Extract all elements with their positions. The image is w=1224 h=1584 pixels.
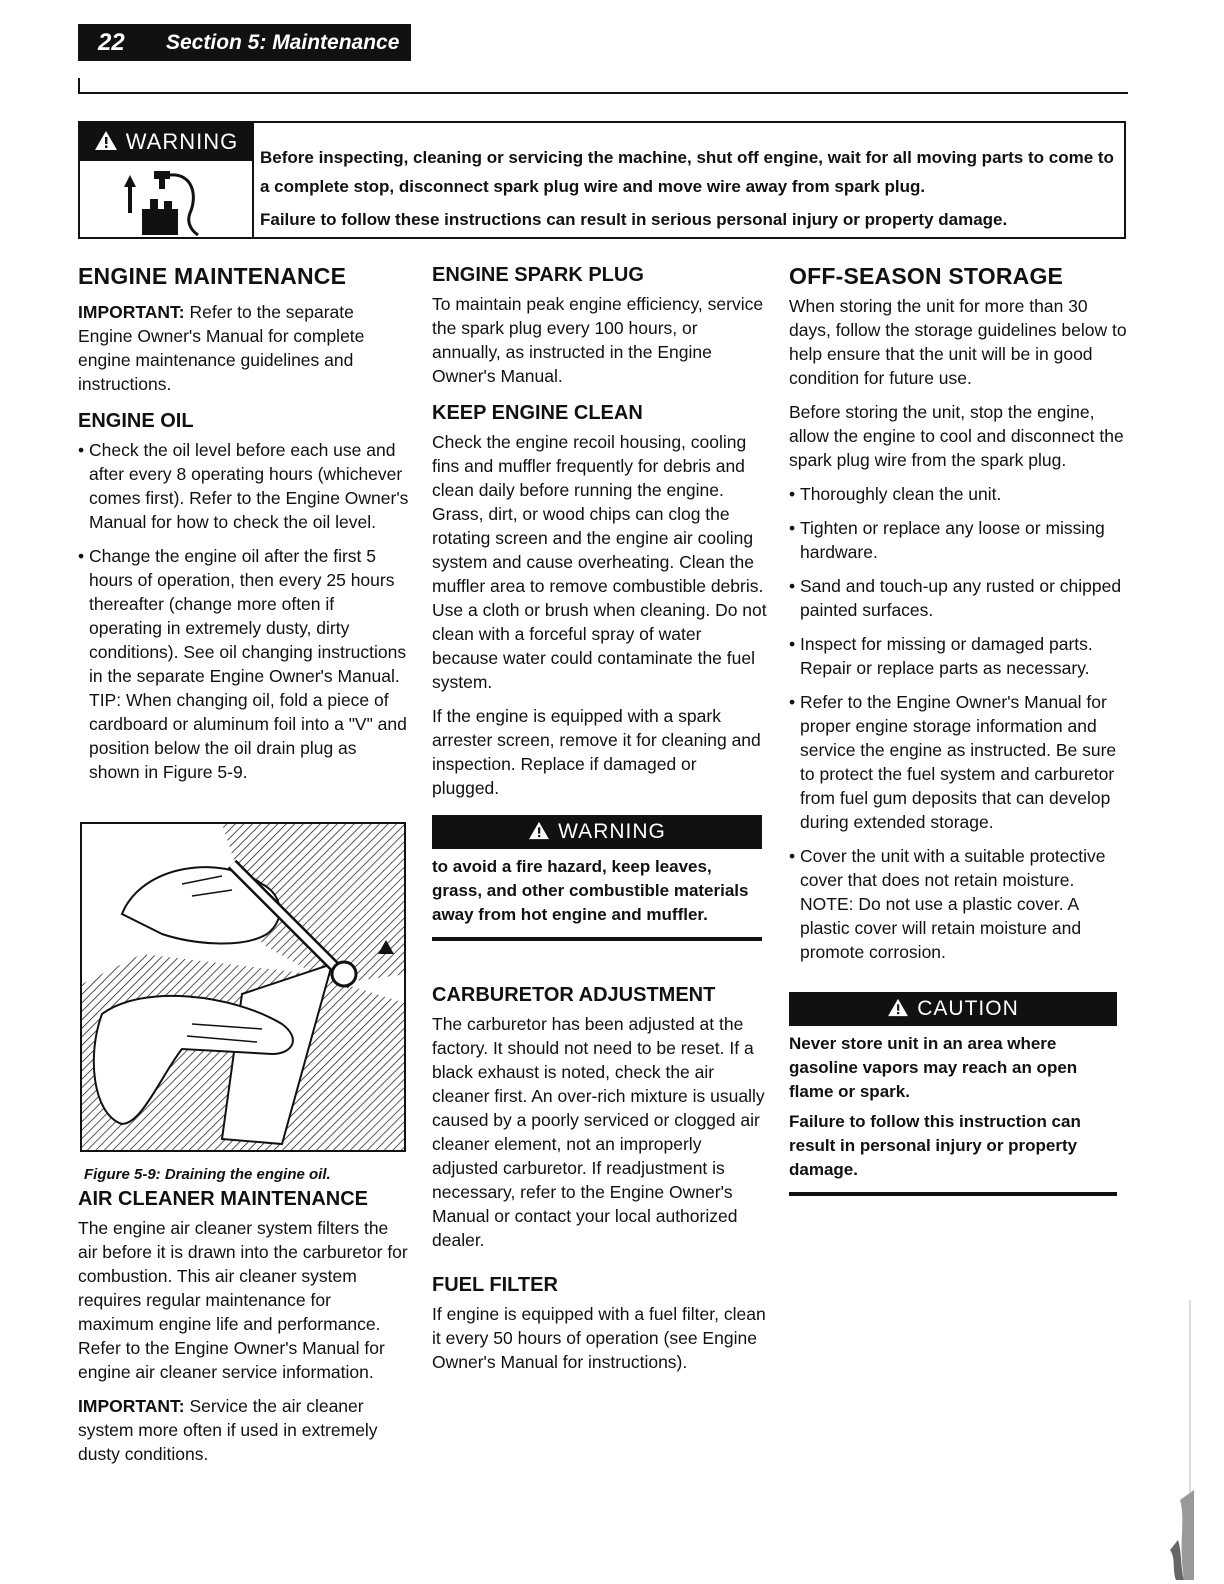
column-left	[78, 262, 410, 794]
list-item: • Inspect for missing or damaged parts. Repair or replace parts as necessary.	[789, 632, 1129, 680]
top-warning-text-1: Before inspecting, cleaning or servicing the machine, shut off engine, wait for all moving parts to come to a complete stop, disconnect spark plug wire and move wire away from spark plug.	[260, 148, 1114, 196]
carburetor-fuel-section	[432, 982, 768, 1384]
off-season-text-1: When storing the unit for more than 30 days, follow the storage guidelines below to help ensure that the unit will be in good condition for future use.	[789, 296, 1127, 388]
figure-caption: Figure 5-9: Draining the engine oil.	[84, 1166, 331, 1183]
carburetor-heading: CARBURETOR ADJUSTMENT	[432, 984, 716, 1006]
engine-maintenance-important	[78, 300, 410, 396]
caution-label: CAUTION	[917, 997, 1019, 1020]
off-season-heading: OFF-SEASON STORAGE	[789, 263, 1064, 289]
draining-oil-illustration	[82, 824, 406, 1152]
caution-rule	[789, 1192, 1117, 1196]
fuel-filter-heading: FUEL FILTER	[432, 1274, 558, 1296]
warning-triangle-icon	[94, 130, 118, 151]
warning-triangle-icon	[528, 821, 550, 840]
list-item: • Cover the unit with a suitable protective cover that does not retain moisture. NOTE: Do not use a plastic cover. A plastic cover will retain moisture and promote corrosion.	[789, 844, 1129, 964]
top-warning-label: WARNING	[125, 129, 239, 154]
off-season-list	[789, 482, 1129, 964]
scan-edge-artifact	[1150, 1300, 1194, 1580]
important-label: IMPORTANT:	[78, 1396, 185, 1416]
column-middle	[432, 262, 768, 810]
section-header	[78, 24, 411, 61]
figure-draining-oil	[80, 822, 406, 1152]
list-item: • Refer to the Engine Owner's Manual for proper engine storage information and service the engine as instructed. Be sure to protect the fuel system and carburetor from fuel gum deposits that can develop during extended storage.	[789, 690, 1129, 834]
fire-hazard-warning-label-bar	[432, 815, 762, 849]
fire-hazard-warning-text: to avoid a fire hazard, keep leaves, grass, and other combustible materials away from hot engine and muffler.	[432, 857, 749, 924]
engine-oil-heading: ENGINE OIL	[78, 410, 194, 432]
caution-label-bar	[789, 992, 1117, 1026]
fuel-filter-text: If engine is equipped with a fuel filter, clean it every 50 hours of operation (see Engine Owner's Manual for instructions).	[432, 1304, 766, 1372]
engine-oil-list	[78, 438, 410, 784]
keep-engine-clean-text-1: Check the engine recoil housing, cooling fins and muffler frequently for debris and clean daily before running the engine. Grass, dirt, or wood chips can clog the rotating screen and the engine air cooling system and cause overheating. Clean the muffler area to remove combustible debris. Use a cloth or brush when cleaning. Do not clean with a forceful spray of water because water could contaminate the fuel system.	[432, 432, 767, 692]
air-cleaner-text: The engine air cleaner system filters the air before it is drawn into the carburetor for combustion. This air cleaner system requires regular maintenance for maximum engine life and performance. Refer to the Engine Owner's Manual for engine air cleaner service information.	[78, 1218, 408, 1382]
air-cleaner-important	[78, 1394, 410, 1466]
list-item: • Change the engine oil after the first 5 hours of operation, then every 25 hours thereafter (change more often if operating in extremely dusty, dirty conditions). See oil changing instructions in the separate Engine Owner's Manual. TIP: When changing oil, fold a piece of cardboard or aluminum foil into a "V" and position below the oil drain plug as shown in Figure 5-9.	[78, 544, 410, 784]
important-label: IMPORTANT:	[78, 302, 185, 322]
important-text: Service the air cleaner system more often if used in extremely dusty conditions.	[78, 1396, 378, 1464]
header-rule-tick	[78, 78, 80, 93]
caution-box	[789, 992, 1117, 1196]
column-right	[789, 262, 1129, 974]
caution-text-2: Failure to follow this instruction can result in personal injury or property damage.	[789, 1112, 1081, 1179]
top-warning-divider	[252, 123, 254, 239]
fire-hazard-warning-rule	[432, 937, 762, 941]
top-warning-label-bar	[80, 123, 252, 161]
keep-engine-clean-heading: KEEP ENGINE CLEAN	[432, 402, 643, 424]
caution-text-1: Never store unit in an area where gasoline vapors may reach an open flame or spark.	[789, 1034, 1078, 1101]
air-cleaner-section	[78, 1186, 410, 1476]
caution-text	[789, 1032, 1117, 1182]
engine-maintenance-heading: ENGINE MAINTENANCE	[78, 263, 347, 289]
page-number: 22	[98, 29, 125, 56]
top-warning-box	[78, 121, 1126, 239]
top-warning-text-2: Failure to follow these instructions can result in serious personal injury or property damage.	[260, 210, 1008, 229]
important-text: Refer to the separate Engine Owner's Manual for complete engine maintenance guidelines and instructions.	[78, 302, 365, 394]
header-rule	[78, 92, 1128, 94]
list-item: • Thoroughly clean the unit.	[789, 482, 1129, 506]
disconnect-spark-plug-icon	[80, 161, 252, 239]
list-item: • Sand and touch-up any rusted or chipped painted surfaces.	[789, 574, 1129, 622]
spark-plug-text: To maintain peak engine efficiency, service the spark plug every 100 hours, or annually, as instructed in the Engine Owner's Manual.	[432, 294, 764, 386]
section-title: Section 5: Maintenance	[166, 31, 400, 54]
caution-triangle-icon	[887, 998, 909, 1017]
air-cleaner-heading: AIR CLEANER MAINTENANCE	[78, 1188, 368, 1210]
spark-plug-heading: ENGINE SPARK PLUG	[432, 264, 644, 286]
top-warning-text	[260, 143, 1118, 234]
fire-hazard-warning	[432, 815, 762, 941]
off-season-text-2: Before storing the unit, stop the engine, allow the engine to cool and disconnect the spark plug wire from the spark plug.	[789, 402, 1124, 470]
carburetor-text: The carburetor has been adjusted at the factory. It should not need to be reset. If a black exhaust is noted, check the air cleaner first. An over-rich mixture is usually caused by a poorly serviced or clogged air cleaner element, not an improperly adjusted carburetor. If readjustment is necessary, refer to the Engine Owner's Manual or contact your local authorized dealer.	[432, 1014, 765, 1250]
keep-engine-clean-text-2: If the engine is equipped with a spark arrester screen, remove it for cleaning and inspection. Replace if damaged or plugged.	[432, 706, 761, 798]
fire-hazard-warning-label: WARNING	[558, 820, 666, 843]
list-item: • Tighten or replace any loose or missing hardware.	[789, 516, 1129, 564]
list-item: • Check the oil level before each use and after every 8 operating hours (whichever comes first). Refer to the Engine Owner's Manual for how to check the oil level.	[78, 438, 410, 534]
